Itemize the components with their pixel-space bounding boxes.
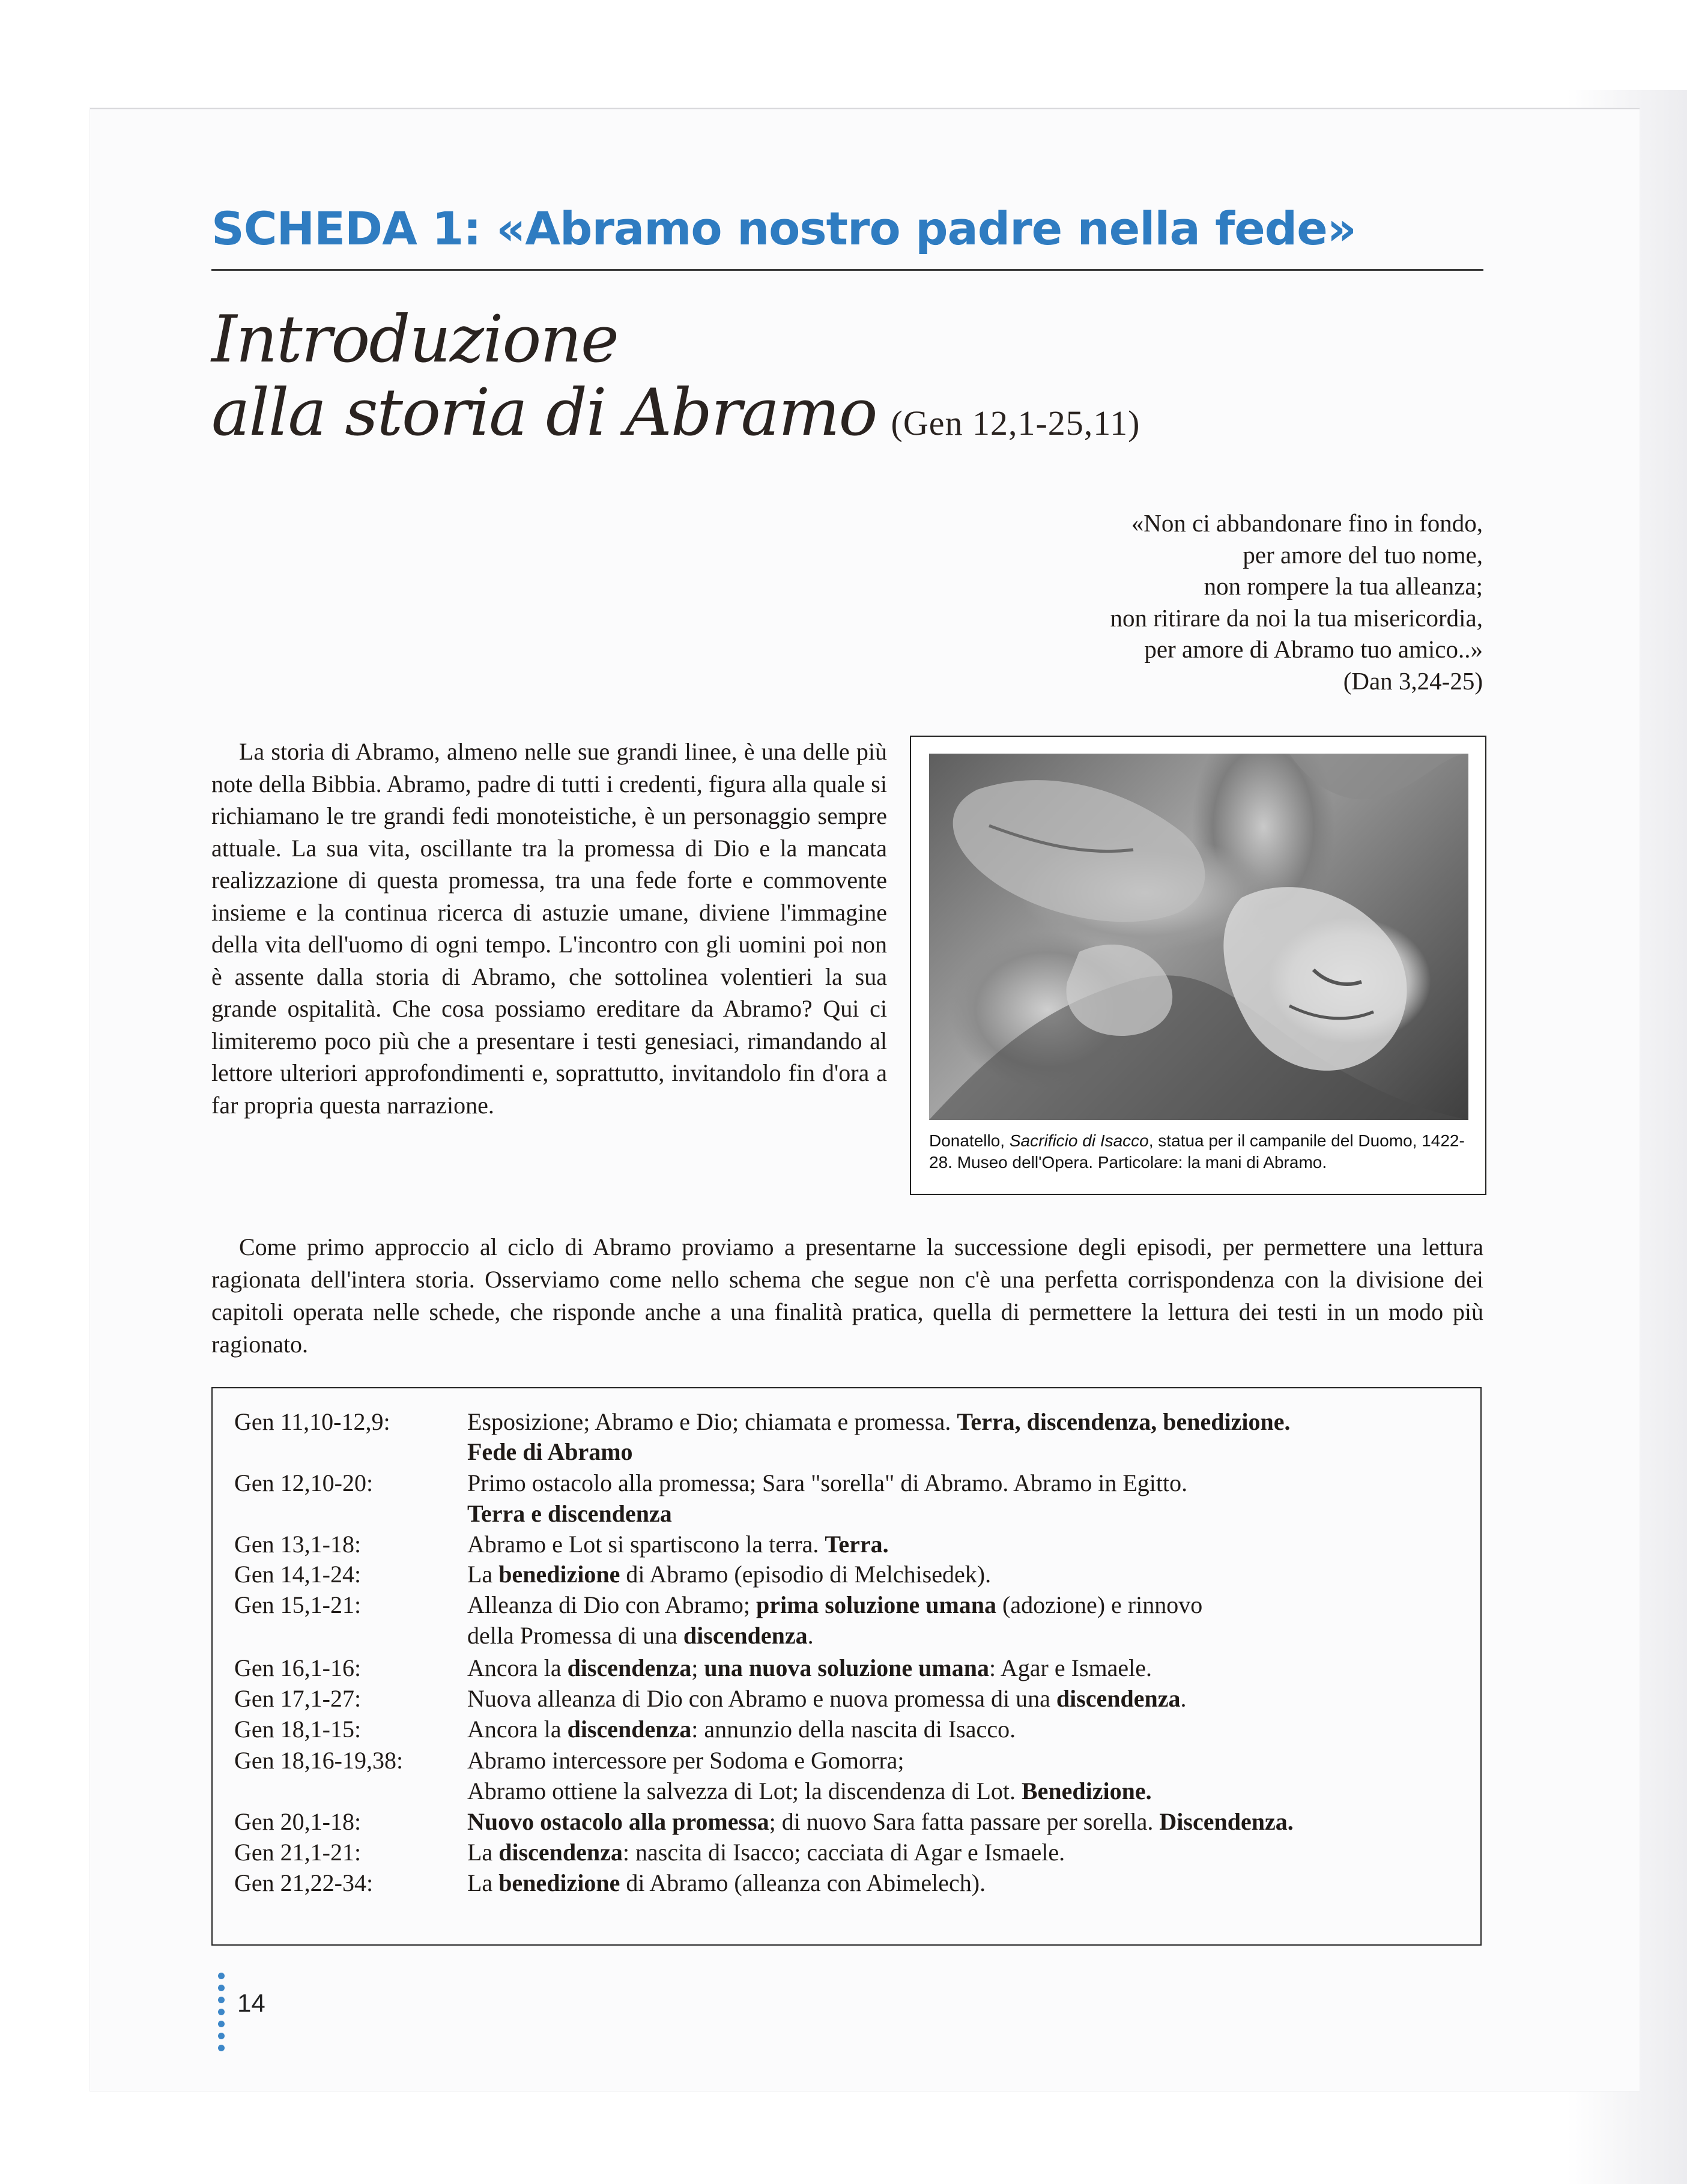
table-row-description: Alleanza di Dio con Abramo; prima soluzione umana (adozione) e rinnovo — [467, 1591, 1203, 1618]
table-row-reference: Gen 13,1-18: — [234, 1531, 362, 1558]
table-row-description: Abramo e Lot si spartiscono la terra. Terra. — [467, 1531, 889, 1558]
table-row-description: Esposizione; Abramo e Dio; chiamata e promessa. Terra, discendenza, benedizione. — [467, 1408, 1291, 1435]
table-row-description: Primo ostacolo alla promessa; Sara "sorella" di Abramo. Abramo in Egitto. — [467, 1469, 1188, 1496]
title-line-2: alla storia di Abramo — [211, 375, 877, 450]
sculpture-shapes — [929, 754, 1468, 1120]
table-row-reference: Gen 16,1-16: — [234, 1654, 362, 1681]
table-row-description: Nuova alleanza di Dio con Abramo e nuova promessa di una discendenza. — [467, 1685, 1187, 1712]
caption-work: Sacrificio di Isacco — [1009, 1131, 1149, 1150]
table-row-reference: Gen 20,1-18: — [234, 1808, 362, 1835]
table-row-reference: Gen 14,1-24: — [234, 1561, 362, 1588]
sculpture-photo — [929, 754, 1468, 1120]
epigraph-line: non ritirare da noi la tua misericordia, — [1110, 603, 1483, 632]
epigraph — [702, 507, 1483, 697]
caption-rest: , statua per il campanile del Duomo, 1422-28. Museo dell'Opera. Particolare: la mani di Abramo. — [929, 1131, 1465, 1172]
table-row-description: Fede di Abramo — [467, 1438, 633, 1465]
title-reference: (Gen 12,1-25,11) — [891, 404, 1140, 443]
episodes-table — [211, 1387, 1482, 1946]
intro-paragraph: La storia di Abramo, almeno nelle sue grandi linee, è una delle più note della Bibbia. Abramo, padre di tutti i credenti, figura alla quale si richiamano le tre grandi fedi monoteistiche, è un personaggio sempre attuale. La sua vita, oscillante tra la promessa di Dio e la mancata realizzazione di questa promessa, tra una fede forte e commovente insieme e la continua ricerca di astuzie umane, diviene l'immagine della vita dell'uomo di ogni tempo. L'incontro con gli uomini poi non è assente dalla storia di Abramo, che sottolinea volentieri la sua grande ospitalità. Che cosa possiamo ereditare da Abramo? Qui ci limiteremo poco più che a presentare i testi genesiaci, rimandando al lettore ulteriori approfondimenti e, soprattutto, invitandolo fin d'ora a far propria questa narrazione. — [211, 738, 887, 1119]
table-row-reference: Gen 11,10-12,9: — [234, 1408, 390, 1435]
caption-author: Donatello, — [929, 1131, 1010, 1150]
table-row-description: Abramo ottiene la salvezza di Lot; la discendenza di Lot. Benedizione. — [467, 1777, 1152, 1804]
table-row-description: La discendenza: nascita di Isacco; cacciata di Agar e Ismaele. — [467, 1839, 1065, 1866]
title-line-1: Introduzione — [211, 302, 618, 377]
table-row-reference: Gen 17,1-27: — [234, 1685, 362, 1712]
page-dots-decoration — [218, 1973, 225, 2051]
epigraph-line: per amore di Abramo tuo amico..» — [1144, 635, 1483, 663]
table-row-reference: Gen 18,16-19,38: — [234, 1747, 404, 1774]
epigraph-line: «Non ci abbandonare fino in fondo, — [1131, 509, 1483, 537]
table-row-reference: Gen 15,1-21: — [234, 1591, 362, 1618]
table-row-description: Nuovo ostacolo alla promessa; di nuovo Sara fatta passare per sorella. Discendenza. — [467, 1808, 1294, 1835]
epigraph-line: per amore del tuo nome, — [1243, 540, 1483, 569]
table-row-description: La benedizione di Abramo (episodio di Melchisedek). — [467, 1561, 992, 1588]
table-row-reference: Gen 21,22-34: — [234, 1869, 374, 1896]
table-row-reference: Gen 21,1-21: — [234, 1839, 362, 1866]
epigraph-line: non rompere la tua alleanza; — [1204, 572, 1483, 600]
header-rule — [211, 269, 1483, 271]
figure-caption — [929, 1130, 1470, 1173]
table-row-description: Abramo intercessore per Sodoma e Gomorra; — [467, 1747, 904, 1774]
section-header: SCHEDA 1: «Abramo nostro padre nella fede» — [211, 202, 1356, 255]
table-row-reference: Gen 18,1-15: — [234, 1716, 362, 1743]
figure-box — [910, 736, 1486, 1195]
table-row-description: Ancora la discendenza; una nuova soluzione umana: Agar e Ismaele. — [467, 1654, 1152, 1681]
table-row-description: Ancora la discendenza: annunzio della nascita di Isacco. — [467, 1716, 1016, 1743]
page-number: 14 — [237, 1989, 265, 2017]
table-row-reference: Gen 12,10-20: — [234, 1469, 374, 1496]
second-paragraph: Come primo approccio al ciclo di Abramo proviamo a presentarne la successione degli episodi, per permettere una lettura ragionata dell'intera storia. Osserviamo come nello schema che segue non c'è una perfetta corrispondenza con la divisione dei capitoli operata nelle schede, che risponde anche a una finalità pratica, quella di permettere la lettura dei testi in un modo più ragionato. — [211, 1233, 1483, 1358]
table-row-description: Terra e discendenza — [467, 1500, 672, 1527]
epigraph-source: (Dan 3,24-25) — [1343, 667, 1483, 695]
table-row-description: La benedizione di Abramo (alleanza con Abimelech). — [467, 1869, 986, 1896]
page-title — [211, 303, 1140, 460]
table-row-description: della Promessa di una discendenza. — [467, 1622, 814, 1649]
